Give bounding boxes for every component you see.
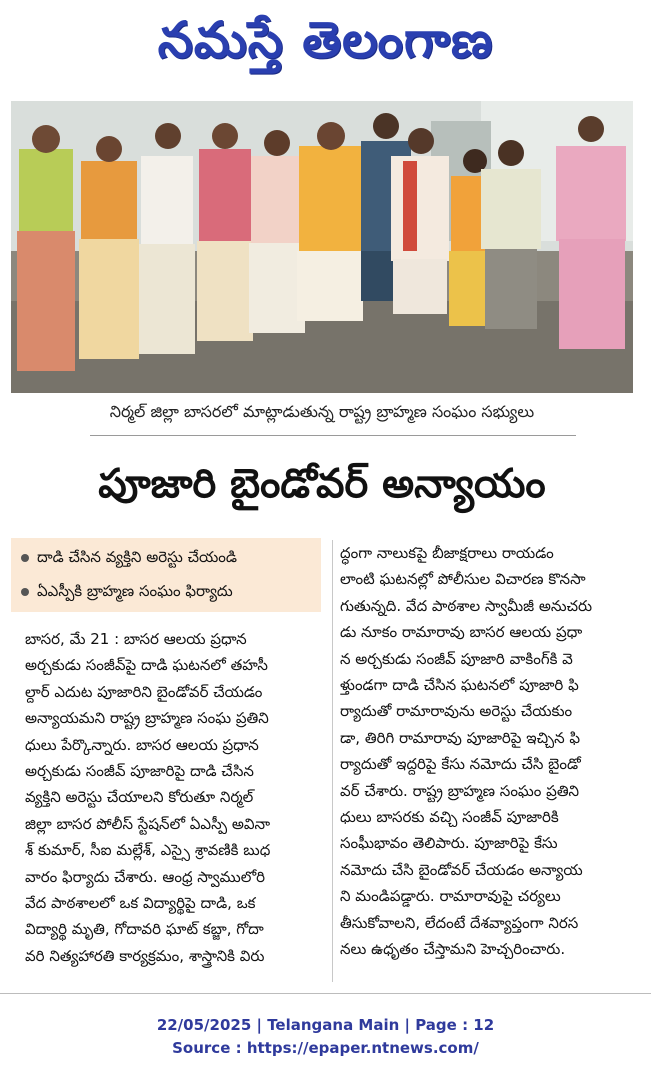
footer-date-page: 22/05/2025 | Telangana Main | Page : 12: [156, 1016, 495, 1034]
text-line: ధులు బాసరకు వచ్చి సంజీవ్ పూజారికి: [340, 808, 559, 827]
text-line: డా, తిరిగి రామారావు పూజారిపై ఇచ్చిన ఫి: [340, 728, 581, 747]
text-line: నమోదు చేసి బైండోవర్ చేయడం అన్యాయ: [340, 860, 583, 879]
subhead-item: [21, 548, 237, 570]
bullet-icon: [21, 588, 29, 596]
subhead-item: [21, 582, 233, 604]
bullet-icon: [21, 554, 29, 562]
article-column-right: [340, 540, 636, 963]
text-line: డు నూకం రామారావు బాసర ఆలయ ప్రధా: [340, 623, 583, 642]
text-line: నలు ఉధృతం చేస్తామని హెచ్చరించారు.: [340, 940, 566, 959]
text-line: లాంటి ఘటనల్లో పోలీసుల విచారణ కొనసా: [340, 570, 586, 589]
text-line: వరి నిత్యహారతి కార్యక్రమం, శాస్త్రానికి విరు: [25, 946, 265, 965]
text-line: ల్దార్ ఎదుట పూజారిని బైండోవర్ చేయడం: [25, 682, 263, 701]
caption-divider: [90, 435, 576, 436]
text-line: శ్ కుమార్, సీఐ మల్లేశ్, ఎస్సై శ్రావణికి బుధ: [25, 841, 271, 860]
text-line: వ్యక్తిని అరెస్టు చేయాలని కోరుతూ నిర్మల్: [25, 788, 254, 807]
text-line: అన్యాయమని రాష్ట్ర బ్రాహ్మణ సంఘ ప్రతిని: [25, 709, 269, 728]
footer-source: Source : https://epaper.ntnews.com/: [172, 1039, 479, 1057]
text-line: జిల్లా బాసర పోలీస్ స్టేషన్‌లో ఏఎస్పీ అవినా: [25, 814, 271, 833]
subhead-text: ఏఎస్పీకి బ్రాహ్మణ సంఘం ఫిర్యాదు: [37, 582, 233, 600]
text-line: ర్యాదుతో ఇద్దరిపై కేసు నమోదు చేసి బైండో: [340, 755, 581, 774]
text-line: బాసర, మే 21 : బాసర ఆలయ ప్రధాన: [25, 630, 247, 648]
subheads-box: [11, 538, 321, 612]
text-line: అర్చకుడు సంజీవ్ పూజారిపై దాడి చేసిన: [25, 762, 254, 781]
masthead-title: నమస్తే తెలంగాణ: [157, 10, 494, 69]
subhead-text: దాడి చేసిన వ్యక్తిని అరెస్టు చేయండి: [37, 548, 237, 566]
text-line: అర్చకుడు సంజీవ్‌పై దాడి ఘటనలో తహసీ: [25, 656, 268, 675]
text-line: వారం ఫిర్యాదు చేశారు. ఆంధ్ర స్వాములోరి: [25, 867, 266, 886]
text-line: వేద పాఠశాలలో ఒక విద్యార్థిపై దాడి, ఒక: [25, 894, 256, 913]
text-line: సంఘీభావం తెలిపారు. పూజారిపై కేసు: [340, 834, 558, 853]
article-headline: పూజారి బైండోవర్ అన్యాయం: [98, 461, 546, 507]
text-line: విద్యార్థి మృతి, గోదావరి ఘాట్ కబ్జా, గోదా: [25, 920, 264, 939]
text-line: ధులు పేర్కొన్నారు. బాసర ఆలయ ప్రధాన: [25, 735, 259, 754]
photo-caption: నిర్మల్ జిల్లా బాసరలో మాట్లాడుతున్న రాష్ట్ర బ్రాహ్మణ సంఘం సభ్యులు: [109, 402, 535, 421]
group-photo-illustration: [11, 101, 633, 393]
text-line: ద్ధంగా నాలుకపై బీజాక్షరాలు రాయడం: [340, 544, 554, 562]
text-line: ని మండిపడ్డారు. రామారావుపై చర్యలు: [340, 887, 561, 906]
text-line: ర్యాదుతో రామారావును అరెస్టు చేయకుం: [340, 702, 573, 721]
text-line: తీసుకోవాలని, లేదంటే దేశవ్యాప్తంగా నిరస: [340, 913, 579, 932]
column-divider: [332, 540, 333, 982]
news-photo: [11, 101, 633, 393]
text-line: గుతున్నది. వేద పాఠశాల స్వామీజీ అనుచరు: [340, 596, 593, 615]
footer-divider: [0, 993, 651, 994]
text-line: న అర్చకుడు సంజీవ్ పూజారి వాకింగ్‌కి వె: [340, 649, 573, 668]
text-line: వర్ చేశారు. రాష్ట్ర బ్రాహ్మణ సంఘం ప్రతిని: [340, 781, 580, 800]
article-column-left: [25, 626, 321, 969]
masthead: [0, 0, 651, 92]
text-line: ళ్తుండగా దాడి చేసిన ఘటనలో పూజారి ఫి: [340, 676, 579, 695]
